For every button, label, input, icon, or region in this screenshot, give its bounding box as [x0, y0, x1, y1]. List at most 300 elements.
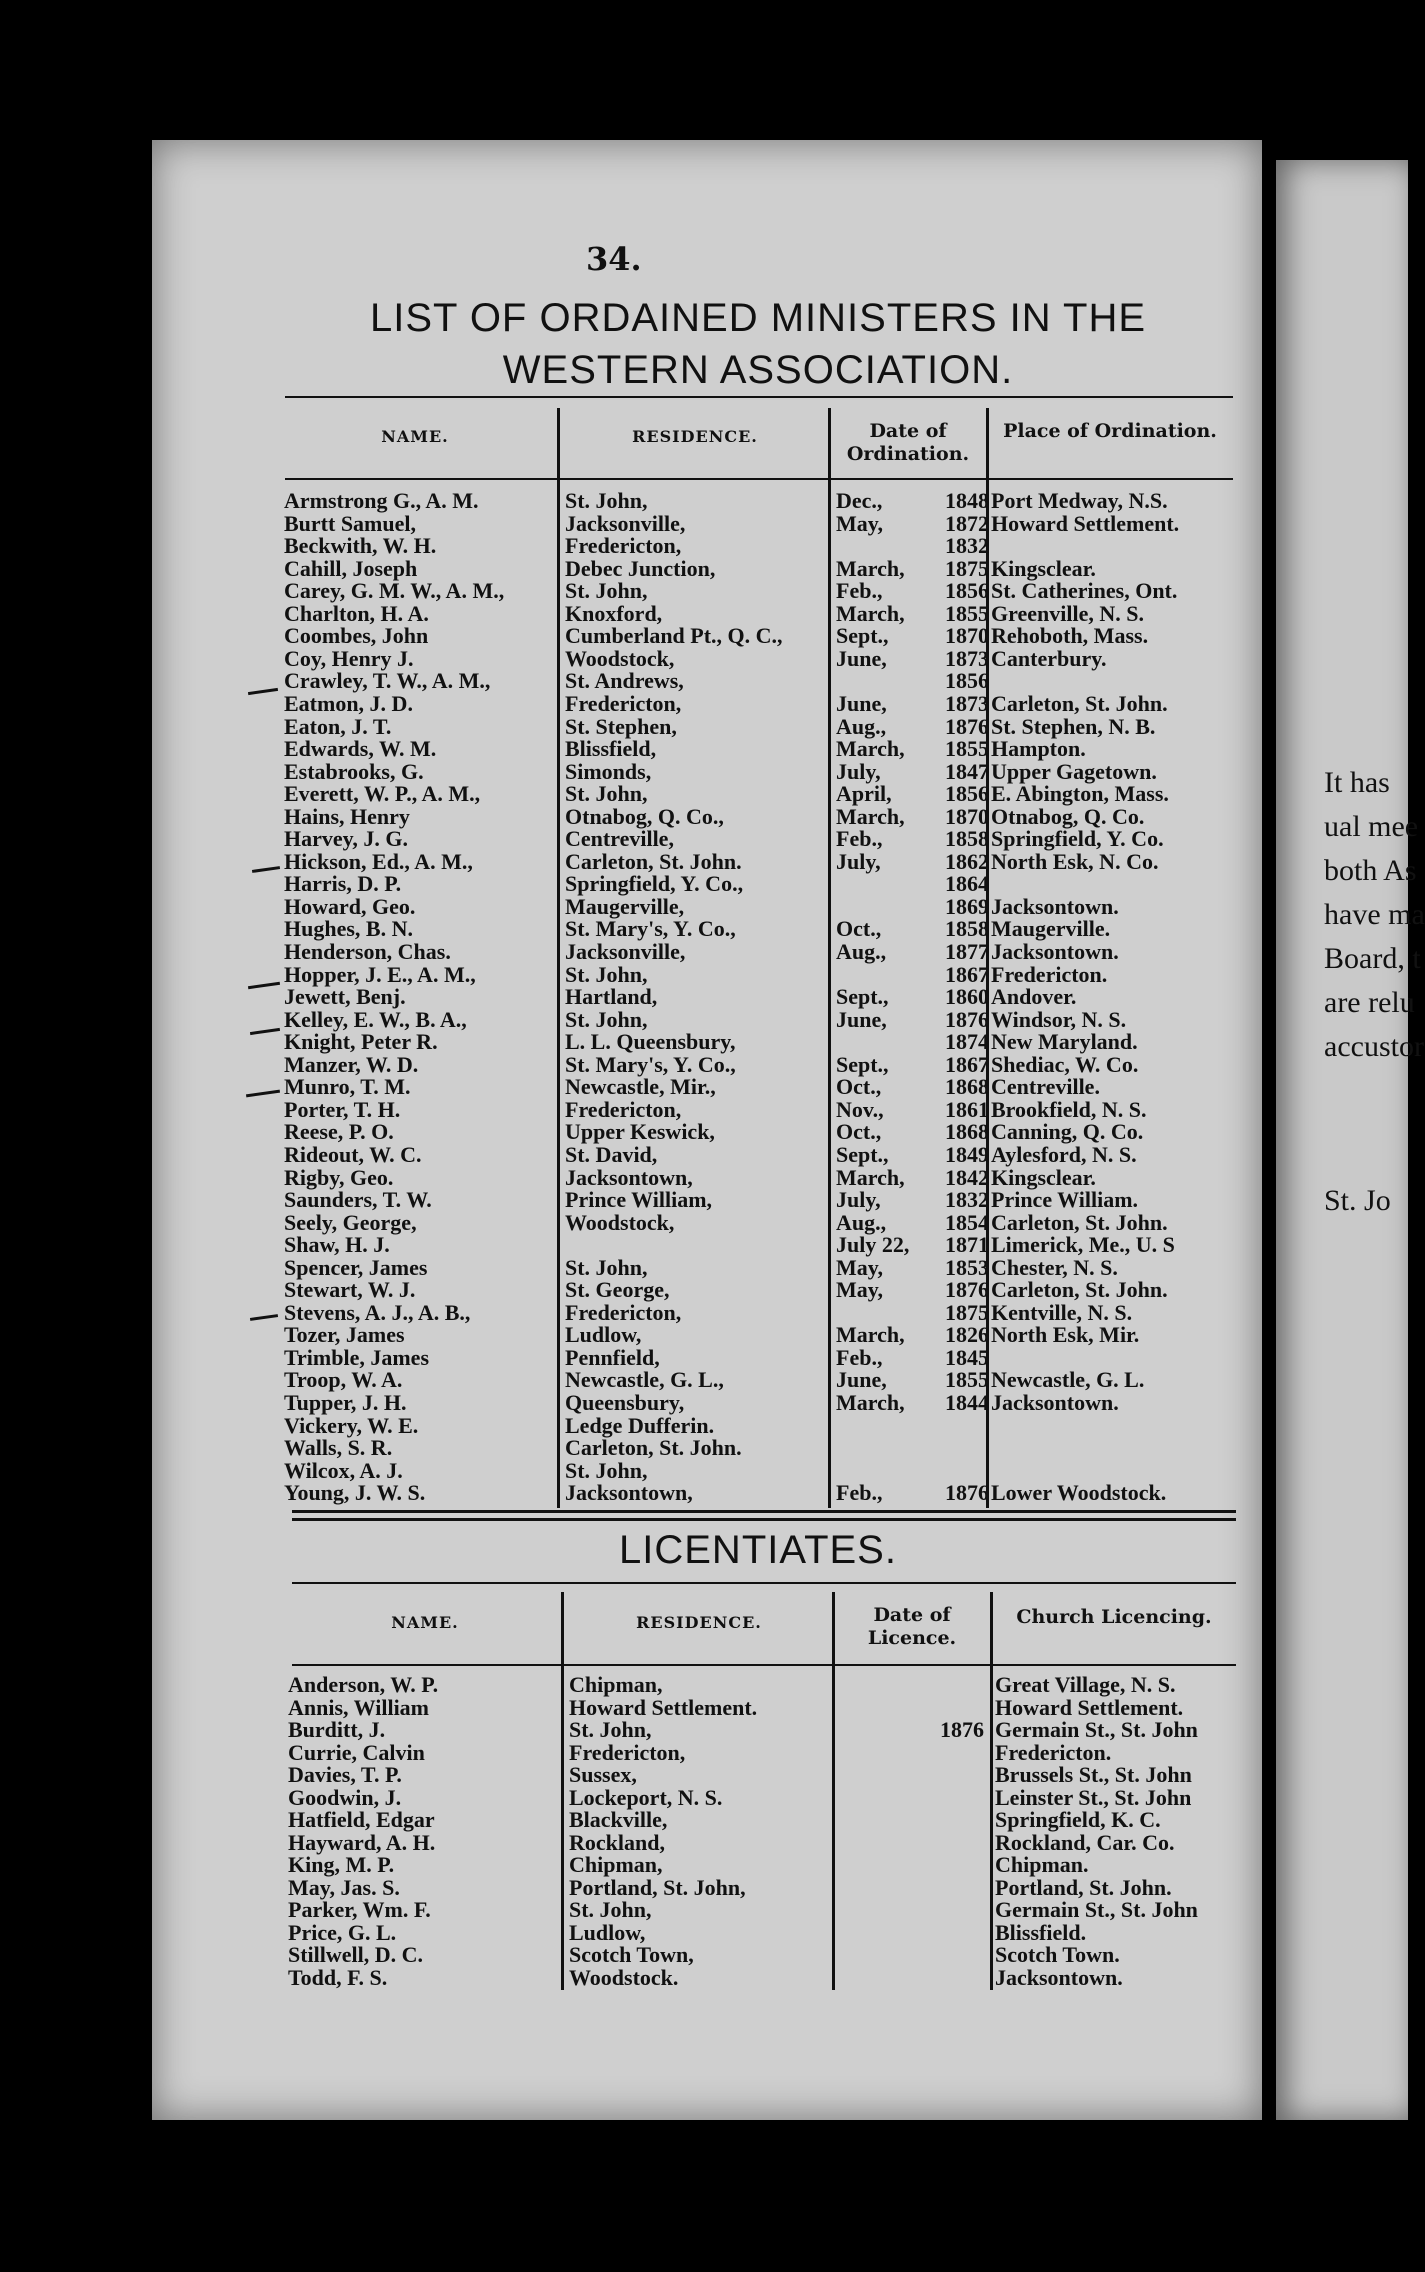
ordination-month: Aug.,	[836, 1209, 887, 1235]
ordination-month: July 22,	[836, 1232, 910, 1258]
ordination-month: March,	[836, 600, 905, 626]
table-row	[0, 1764, 1300, 1786]
minister-name: Beckwith, W. H.	[284, 533, 437, 559]
licentiates-title: LICENTIATES.	[619, 1528, 897, 1572]
table-row	[0, 1874, 1300, 1900]
adjacent-page-text: It has	[1324, 766, 1390, 799]
minister-residence: Fredericton,	[565, 1096, 682, 1122]
ordination-place: New Maryland.	[991, 1029, 1138, 1055]
ordination-year: 1861	[945, 1096, 989, 1122]
table-bottom-rule	[292, 1510, 1236, 1513]
lic-header-date-line1: Date of	[873, 1604, 951, 1626]
ordination-month: April,	[836, 781, 892, 807]
licentiate-name: Annis, William	[288, 1694, 430, 1720]
ordination-year: 1875	[945, 555, 989, 581]
table-row	[0, 1739, 1300, 1765]
header-date-line1: Date of	[869, 420, 947, 442]
table-row	[0, 1829, 1300, 1855]
minister-residence: Prince William,	[565, 1187, 713, 1213]
ordination-year: 1876	[945, 713, 989, 739]
minister-name: Stevens, A. J., A. B.,	[284, 1299, 471, 1325]
ordination-month: July,	[836, 758, 881, 784]
header-date-line2: Ordination.	[846, 443, 970, 465]
church-licencing: Leinster St., St. John	[995, 1784, 1192, 1810]
adjacent-page-text: have ma	[1324, 898, 1425, 931]
table-row	[0, 803, 1300, 829]
ordination-month: Feb.,	[836, 1344, 883, 1370]
minister-residence: Jacksontown,	[565, 1480, 693, 1506]
church-licencing: Scotch Town.	[995, 1942, 1120, 1967]
licentiate-residence: Ludlow,	[569, 1919, 646, 1945]
ordination-year: 1848	[945, 488, 989, 513]
minister-name: Hughes, B. N.	[284, 916, 413, 942]
minister-residence: Jacksonville,	[565, 510, 686, 536]
ordination-year: 1877	[945, 939, 989, 964]
lic-header-name: NAME.	[391, 1613, 459, 1632]
minister-name: Henderson, Chas.	[284, 939, 451, 964]
ordination-year: 1876	[945, 1006, 989, 1032]
minister-residence: Fredericton,	[565, 1299, 682, 1325]
table-row	[0, 918, 1300, 940]
ordination-month: Sept.,	[836, 623, 889, 649]
ordination-place: Hampton.	[991, 736, 1086, 762]
church-licencing: Germain St., St. John	[995, 1897, 1198, 1922]
minister-residence: Newcastle, G. L.,	[565, 1367, 724, 1393]
ordination-year: 1874	[945, 1029, 989, 1055]
table-row	[0, 1369, 1300, 1391]
table-row	[0, 1164, 1300, 1190]
ordination-place: Port Medway, N.S.	[991, 488, 1168, 513]
minister-residence: St. Andrews,	[565, 668, 684, 694]
ordination-place: Rehoboth, Mass.	[991, 623, 1149, 649]
ordination-month: June,	[836, 1006, 887, 1032]
ordination-place: Carleton, St. John.	[991, 690, 1168, 716]
minister-residence: Jacksonville,	[565, 939, 686, 964]
minister-name: Shaw, H. J.	[284, 1232, 390, 1258]
church-licencing: Rockland, Car. Co.	[995, 1829, 1175, 1855]
table-row	[0, 1482, 1300, 1504]
ordination-year: 1849	[945, 1141, 989, 1167]
ordination-place: Kingsclear.	[991, 555, 1096, 581]
licentiate-residence: Woodstock.	[569, 1964, 679, 1990]
ordination-year: 1876	[945, 1277, 989, 1303]
licentiate-residence: Blackville,	[569, 1807, 668, 1832]
minister-residence: St. George,	[565, 1277, 670, 1303]
church-licencing: Portland, St. John.	[995, 1874, 1172, 1900]
table-row	[0, 555, 1300, 581]
minister-residence: St. Mary's, Y. Co.,	[565, 1051, 736, 1077]
ordination-month: Dec.,	[836, 488, 883, 513]
table-row	[0, 1006, 1300, 1032]
minister-name: Saunders, T. W.	[284, 1187, 432, 1213]
minister-name: Kelley, E. W., B. A.,	[284, 1006, 467, 1032]
licentiate-residence: St. John,	[569, 1717, 652, 1742]
page-title: LIST OF ORDAINED MINISTERS IN THE WESTERN ASSOCIATION.	[369, 296, 1147, 392]
ordination-place: Carleton, St. John.	[991, 1277, 1168, 1303]
lic-header-residence: RESIDENCE.	[636, 1613, 762, 1632]
table-row	[0, 1674, 1300, 1696]
minister-residence: St. Stephen,	[565, 713, 677, 739]
ordination-year: 1873	[945, 690, 989, 716]
table-row	[0, 1121, 1300, 1143]
table-row	[0, 1854, 1300, 1876]
minister-name: Eaton, J. T.	[284, 713, 392, 739]
ordination-year: 1875	[945, 1299, 989, 1325]
table-top-rule	[285, 396, 1233, 398]
ordination-month: Sept.,	[836, 984, 889, 1010]
minister-name: Young, J. W. S.	[284, 1480, 426, 1506]
table-row	[0, 690, 1300, 716]
table-row	[0, 1076, 1300, 1098]
ordination-place: Chester, N. S.	[991, 1254, 1118, 1280]
table-row	[0, 1457, 1300, 1483]
minister-residence: Fredericton,	[565, 690, 682, 716]
ordination-year: 1867	[945, 1051, 989, 1077]
church-licencing: Fredericton.	[995, 1739, 1112, 1765]
table-row	[0, 625, 1300, 647]
lic-header-church: Church Licencing.	[1016, 1606, 1212, 1628]
ordination-month: May,	[836, 1254, 884, 1280]
church-licencing: Chipman.	[995, 1852, 1089, 1877]
lic-header-date-line2: Licence.	[867, 1627, 957, 1649]
table-row	[0, 1254, 1300, 1280]
minister-name: Trimble, James	[284, 1344, 430, 1370]
ordination-year: 1868	[945, 1119, 989, 1145]
ordination-place: Brookfield, N. S.	[991, 1096, 1147, 1122]
ordination-year: 1862	[945, 848, 989, 874]
table-row	[0, 758, 1300, 784]
ordination-year: 1844	[945, 1390, 989, 1415]
minister-residence: St. Mary's, Y. Co.,	[565, 916, 736, 942]
table-row	[0, 738, 1300, 760]
minister-residence: Debec Junction,	[565, 555, 716, 581]
header-residence: RESIDENCE.	[632, 427, 758, 446]
minister-name: Reese, P. O.	[284, 1119, 394, 1145]
table-row	[0, 1919, 1300, 1945]
minister-name: Harvey, J. G.	[284, 826, 409, 852]
licentiate-name: Todd, F. S.	[288, 1964, 388, 1990]
table-row	[0, 580, 1300, 602]
table-row	[0, 490, 1300, 512]
ordination-month: July,	[836, 848, 881, 874]
minister-residence: Hartland,	[565, 984, 658, 1010]
church-licencing: Great Village, N. S.	[995, 1672, 1176, 1697]
page-number: 34.	[586, 240, 642, 278]
licentiate-name: Parker, Wm. F.	[288, 1897, 431, 1922]
ordination-place: Otnabog, Q. Co.	[991, 803, 1145, 829]
minister-name: Tupper, J. H.	[284, 1390, 407, 1415]
minister-name: Seely, George,	[284, 1209, 417, 1235]
table-row	[0, 848, 1300, 874]
minister-name: Howard, Geo.	[284, 893, 416, 919]
minister-name: Porter, T. H.	[284, 1096, 401, 1122]
ordination-year: 1832	[945, 533, 989, 559]
minister-name: Hickson, Ed., A. M.,	[284, 848, 473, 874]
ordination-month: March,	[836, 1164, 905, 1190]
minister-name: Spencer, James	[284, 1254, 428, 1280]
ordination-month: Oct.,	[836, 916, 882, 942]
table-row	[0, 893, 1300, 919]
licentiate-name: Hatfield, Edgar	[288, 1807, 435, 1832]
ordination-year: 1856	[945, 578, 989, 604]
minister-name: Manzer, W. D.	[284, 1051, 419, 1077]
minister-residence: Maugerville,	[565, 893, 685, 919]
minister-name: Walls, S. R.	[284, 1435, 393, 1461]
minister-name: Coy, Henry J.	[284, 645, 414, 671]
church-licencing: Brussels St., St. John	[995, 1762, 1192, 1787]
minister-name: Cahill, Joseph	[284, 555, 418, 581]
ordination-month: Feb.,	[836, 826, 883, 852]
ordination-year: 1842	[945, 1164, 989, 1190]
licentiate-residence: Chipman,	[569, 1672, 663, 1697]
minister-residence: St. John,	[565, 578, 648, 604]
ordination-year: 1870	[945, 623, 989, 649]
minister-residence: Jacksontown,	[565, 1164, 693, 1190]
minister-residence: Woodstock,	[565, 645, 675, 671]
table-row	[0, 1899, 1300, 1921]
ordination-year: 1876	[945, 1480, 989, 1506]
minister-residence: Otnabog, Q. Co.,	[565, 803, 724, 829]
ordination-place: Carleton, St. John.	[991, 1209, 1168, 1235]
minister-name: Everett, W. P., A. M.,	[284, 781, 481, 807]
table-row	[0, 986, 1300, 1008]
ordination-place: North Esk, Mir.	[991, 1322, 1140, 1348]
church-licencing: Blissfield.	[995, 1919, 1087, 1945]
ordination-month: Aug.,	[836, 939, 887, 964]
table-row	[0, 783, 1300, 805]
ordination-month: March,	[836, 555, 905, 581]
table-row	[0, 828, 1300, 850]
ordination-year: 1868	[945, 1074, 989, 1100]
ordination-year: 1870	[945, 803, 989, 829]
ordination-month: Feb.,	[836, 1480, 883, 1506]
ordination-place: Lower Woodstock.	[991, 1480, 1167, 1506]
ordination-year: 1856	[945, 781, 989, 807]
ordination-month: March,	[836, 803, 905, 829]
minister-residence: Fredericton,	[565, 533, 682, 559]
ordination-year: 1860	[945, 984, 989, 1010]
minister-residence: Centreville,	[565, 826, 674, 852]
minister-name: Rideout, W. C.	[284, 1141, 422, 1167]
minister-residence: Carleton, St. John.	[565, 1435, 742, 1461]
minister-name: Hains, Henry	[284, 803, 410, 829]
minister-name: Crawley, T. W., A. M.,	[284, 668, 491, 694]
licentiate-name: Goodwin, J.	[288, 1784, 402, 1810]
adjacent-page-text: ual mee	[1324, 810, 1419, 843]
ordination-year: 1864	[945, 871, 989, 897]
licentiate-residence: Howard Settlement.	[569, 1694, 758, 1720]
licentiate-name: Burditt, J.	[288, 1717, 386, 1742]
ordination-place: Aylesford, N. S.	[991, 1141, 1137, 1167]
ordination-place: Windsor, N. S.	[991, 1006, 1127, 1032]
minister-residence: Pennfield,	[565, 1344, 660, 1370]
ordination-year: 1854	[945, 1209, 989, 1235]
table-row	[0, 1141, 1300, 1167]
licentiate-name: Currie, Calvin	[288, 1739, 425, 1765]
minister-residence: Knoxford,	[565, 600, 663, 626]
ordination-month: Sept.,	[836, 1141, 889, 1167]
ordination-month: Nov.,	[836, 1096, 884, 1122]
ordination-month: May,	[836, 1277, 884, 1303]
minister-residence: Carleton, St. John.	[565, 848, 742, 874]
minister-name: Coombes, John	[284, 623, 429, 649]
minister-residence: Upper Keswick,	[565, 1119, 715, 1145]
table-row	[0, 1344, 1300, 1370]
table-row	[0, 1964, 1300, 1990]
licentiate-name: Davies, T. P.	[288, 1762, 402, 1787]
minister-residence: St. John,	[565, 1254, 648, 1280]
licentiate-residence: Lockeport, N. S.	[569, 1784, 723, 1810]
header-place: Place of Ordination.	[1003, 420, 1217, 442]
ordination-month: Aug.,	[836, 713, 887, 739]
ordination-year: 1867	[945, 961, 989, 987]
table-row	[0, 510, 1300, 536]
minister-name: Jewett, Benj.	[284, 984, 406, 1010]
ordination-place: Jacksontown.	[991, 1390, 1119, 1415]
ordination-year: 1872	[945, 510, 989, 536]
table-row	[0, 1412, 1300, 1438]
minister-residence: Ludlow,	[565, 1322, 642, 1348]
ordination-place: Maugerville.	[991, 916, 1111, 942]
ordination-place: Canterbury.	[991, 645, 1107, 671]
ordination-month: June,	[836, 1367, 887, 1393]
table-row	[0, 1189, 1300, 1211]
licentiate-residence: Chipman,	[569, 1852, 663, 1877]
ordination-place: Greenville, N. S.	[991, 600, 1144, 626]
ordination-month: Feb.,	[836, 578, 883, 604]
minister-name: Burtt Samuel,	[284, 510, 416, 536]
ordination-place: Jacksontown.	[991, 939, 1119, 964]
licentiate-name: Price, G. L.	[288, 1919, 397, 1945]
table-row	[0, 1096, 1300, 1122]
table-row	[0, 1324, 1300, 1346]
table-row	[0, 941, 1300, 963]
minister-name: Vickery, W. E.	[284, 1412, 419, 1438]
table-row	[0, 1279, 1300, 1301]
minister-name: Troop, W. A.	[284, 1367, 403, 1393]
minister-name: Estabrooks, G.	[284, 758, 424, 784]
ordination-place: Centreville.	[991, 1074, 1100, 1100]
ordination-year: 1856	[945, 668, 989, 694]
adjacent-page-text: St. Jo	[1324, 1184, 1391, 1217]
minister-name: Hopper, J. E., A. M.,	[284, 961, 476, 987]
ordination-month: June,	[836, 690, 887, 716]
ordination-place: Kingsclear.	[991, 1164, 1096, 1190]
table-row	[0, 670, 1300, 692]
minister-residence: L. L. Queensbury,	[565, 1029, 736, 1055]
ordination-year: 1855	[945, 1367, 989, 1393]
ordination-place: Springfield, Y. Co.	[991, 826, 1164, 852]
table-row	[0, 1719, 1300, 1741]
minister-name: Munro, T. M.	[284, 1074, 411, 1100]
table-row	[0, 1299, 1300, 1325]
table-row	[0, 873, 1300, 895]
ordination-year: 1858	[945, 826, 989, 852]
ordination-month: July,	[836, 1187, 881, 1213]
ordination-place: Andover.	[991, 984, 1077, 1010]
table-header-rule	[292, 1664, 1236, 1666]
licentiate-residence: Sussex,	[569, 1762, 637, 1787]
licentiate-name: Stillwell, D. C.	[288, 1942, 424, 1967]
ordination-month: March,	[836, 736, 905, 762]
licence-year: 1876	[940, 1717, 984, 1742]
ordination-place: Prince William.	[991, 1187, 1139, 1213]
table-row	[0, 1051, 1300, 1077]
ordination-year: 1845	[945, 1344, 989, 1370]
adjacent-page-text: accustor	[1324, 1030, 1424, 1063]
table-row	[0, 961, 1300, 987]
table-bottom-rule	[292, 1518, 1236, 1521]
table-row	[0, 1234, 1300, 1256]
minister-residence: St. David,	[565, 1141, 658, 1167]
minister-residence: Newcastle, Mir.,	[565, 1074, 716, 1100]
adjacent-page-text: are relu	[1324, 986, 1415, 1019]
minister-residence: Springfield, Y. Co.,	[565, 871, 744, 897]
minister-name: Edwards, W. M.	[284, 736, 437, 762]
church-licencing: Jacksontown.	[995, 1964, 1123, 1990]
minister-name: Charlton, H. A.	[284, 600, 429, 626]
church-licencing: Germain St., St. John	[995, 1717, 1198, 1742]
minister-name: Eatmon, J. D.	[284, 690, 413, 716]
table-row	[0, 535, 1300, 557]
table-top-rule	[292, 1582, 1236, 1584]
ordination-place: North Esk, N. Co.	[991, 848, 1159, 874]
ordination-month: June,	[836, 645, 887, 671]
ordination-place: Canning, Q. Co.	[991, 1119, 1144, 1145]
minister-name: Harris, D. P.	[284, 871, 402, 897]
minister-residence: St. John,	[565, 961, 648, 987]
ordination-year: 1873	[945, 645, 989, 671]
minister-name: Rigby, Geo.	[284, 1164, 394, 1190]
table-row	[0, 1437, 1300, 1459]
ordination-place: Kentville, N. S.	[991, 1299, 1133, 1325]
table-header-rule	[285, 478, 1233, 480]
table-row	[0, 1809, 1300, 1831]
ordination-place: Howard Settlement.	[991, 510, 1180, 536]
ordination-year: 1826	[945, 1322, 989, 1348]
licentiate-residence: St. John,	[569, 1897, 652, 1922]
minister-name: Carey, G. M. W., A. M.,	[284, 578, 505, 604]
ordination-place: Upper Gagetown.	[991, 758, 1157, 784]
ordination-year: 1871	[945, 1232, 989, 1258]
ordination-month: May,	[836, 510, 884, 536]
ordination-place: Fredericton.	[991, 961, 1108, 987]
header-name: NAME.	[381, 427, 449, 446]
ordination-year: 1855	[945, 600, 989, 626]
table-row	[0, 600, 1300, 626]
licentiate-residence: Portland, St. John,	[569, 1874, 746, 1900]
minister-residence: St. John,	[565, 488, 648, 513]
minister-name: Tozer, James	[284, 1322, 405, 1348]
licentiate-name: Anderson, W. P.	[288, 1672, 439, 1697]
table-row	[0, 1392, 1300, 1414]
ordination-place: St. Catherines, Ont.	[991, 578, 1178, 604]
licentiate-name: King, M. P.	[288, 1852, 395, 1877]
table-row	[0, 1784, 1300, 1810]
ordination-place: St. Stephen, N. B.	[991, 713, 1156, 739]
licentiate-name: Hayward, A. H.	[288, 1829, 436, 1855]
licentiate-residence: Fredericton,	[569, 1739, 686, 1765]
church-licencing: Howard Settlement.	[995, 1694, 1184, 1720]
ordination-place: Shediac, W. Co.	[991, 1051, 1139, 1077]
table-row	[0, 1031, 1300, 1053]
table-row	[0, 645, 1300, 671]
ordination-place: Limerick, Me., U. S	[991, 1232, 1175, 1258]
ordination-month: Sept.,	[836, 1051, 889, 1077]
minister-residence: Cumberland Pt., Q. C.,	[565, 623, 783, 649]
ordination-month: Oct.,	[836, 1074, 882, 1100]
minister-name: Knight, Peter R.	[284, 1029, 438, 1055]
